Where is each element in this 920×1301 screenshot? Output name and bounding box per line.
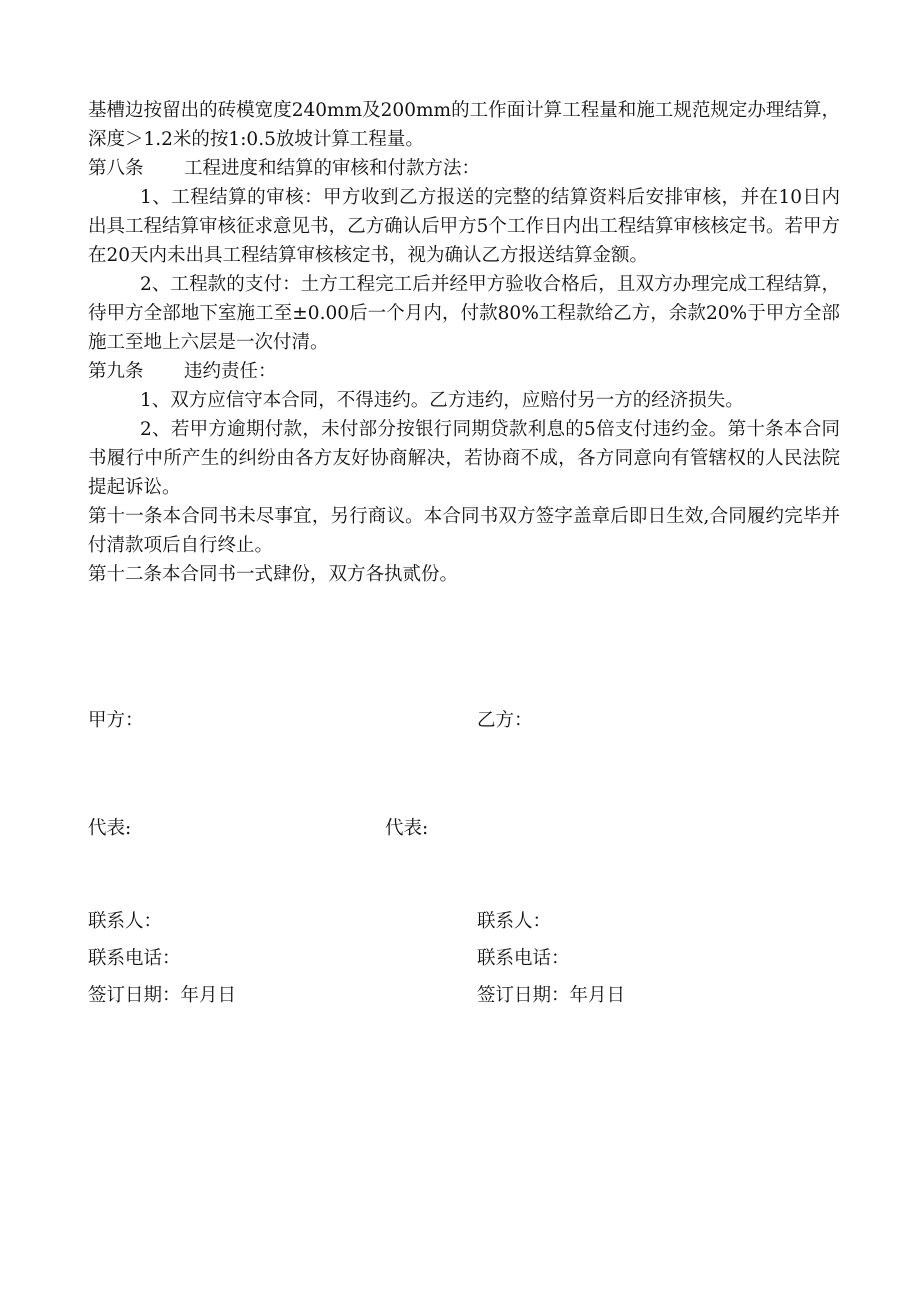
representative-b-label: 代表: <box>385 818 429 839</box>
article-9-title: 违约责任： <box>184 361 277 382</box>
article-8-heading <box>88 154 840 183</box>
sign-date-a-label: 签订日期：年月日 <box>88 985 237 1006</box>
contact-b-label: 联系人： <box>477 911 552 932</box>
sign-date-b-label: 签订日期：年月日 <box>477 985 626 1006</box>
article-8-title: 工程进度和结算的审核和付款方法： <box>184 158 481 179</box>
article-12: 第十二条本合同书一式肆份，双方各执贰份。 <box>88 564 459 585</box>
intro-paragraph: 基槽边按留出的砖模宽度240mm及200mm的工作面计算工程量和施工规范规定办理结算，深度＞1.2米的按1:0.5放坡计算工程量。 <box>88 100 840 150</box>
contract-body <box>88 96 840 589</box>
article-9-item-1: 1、双方应信守本合同，不得违约。乙方违约，应赔付另一方的经济损失。 <box>140 390 744 411</box>
representative-a-label: 代表: <box>88 818 132 839</box>
article-9-heading <box>88 357 840 386</box>
article-9-item-2: 2、若甲方逾期付款，未付部分按银行同期贷款利息的5倍支付违约金。第十条本合同书履行中所产生的纠纷由各方友好协商解决，若协商不成，各方同意向有管辖权的人民法院提起诉讼。 <box>88 419 840 498</box>
party-b-label: 乙方： <box>477 710 533 731</box>
contact-a-label: 联系人： <box>88 911 163 932</box>
article-8-number: 第八条 <box>88 158 144 179</box>
article-9-number: 第九条 <box>88 361 144 382</box>
party-a-label: 甲方： <box>88 710 144 731</box>
phone-a-label: 联系电话： <box>88 948 181 969</box>
article-8-item-2: 2、工程款的支付：土方工程完工后并经甲方验收合格后，且双方办理完成工程结算，待甲方全部地下室施工至±0.00后一个月内，付款80%工程款给乙方，余款20%于甲方全部施工至地上六层是一次付清。 <box>88 274 840 353</box>
article-11: 第十一条本合同书未尽事宜，另行商议。本合同书双方签字盖章后即日生效,合同履约完毕并付清款项后自行终止。 <box>88 506 840 556</box>
article-8-item-1: 1、工程结算的审核：甲方收到乙方报送的完整的结算资料后安排审核，并在10日内出具工程结算审核征求意见书，乙方确认后甲方5个工作日内出工程结算审核核定书。若甲方在20天内未出具工程结算审核核定书，视为确认乙方报送结算金额。 <box>88 187 840 266</box>
phone-b-label: 联系电话： <box>477 948 570 969</box>
